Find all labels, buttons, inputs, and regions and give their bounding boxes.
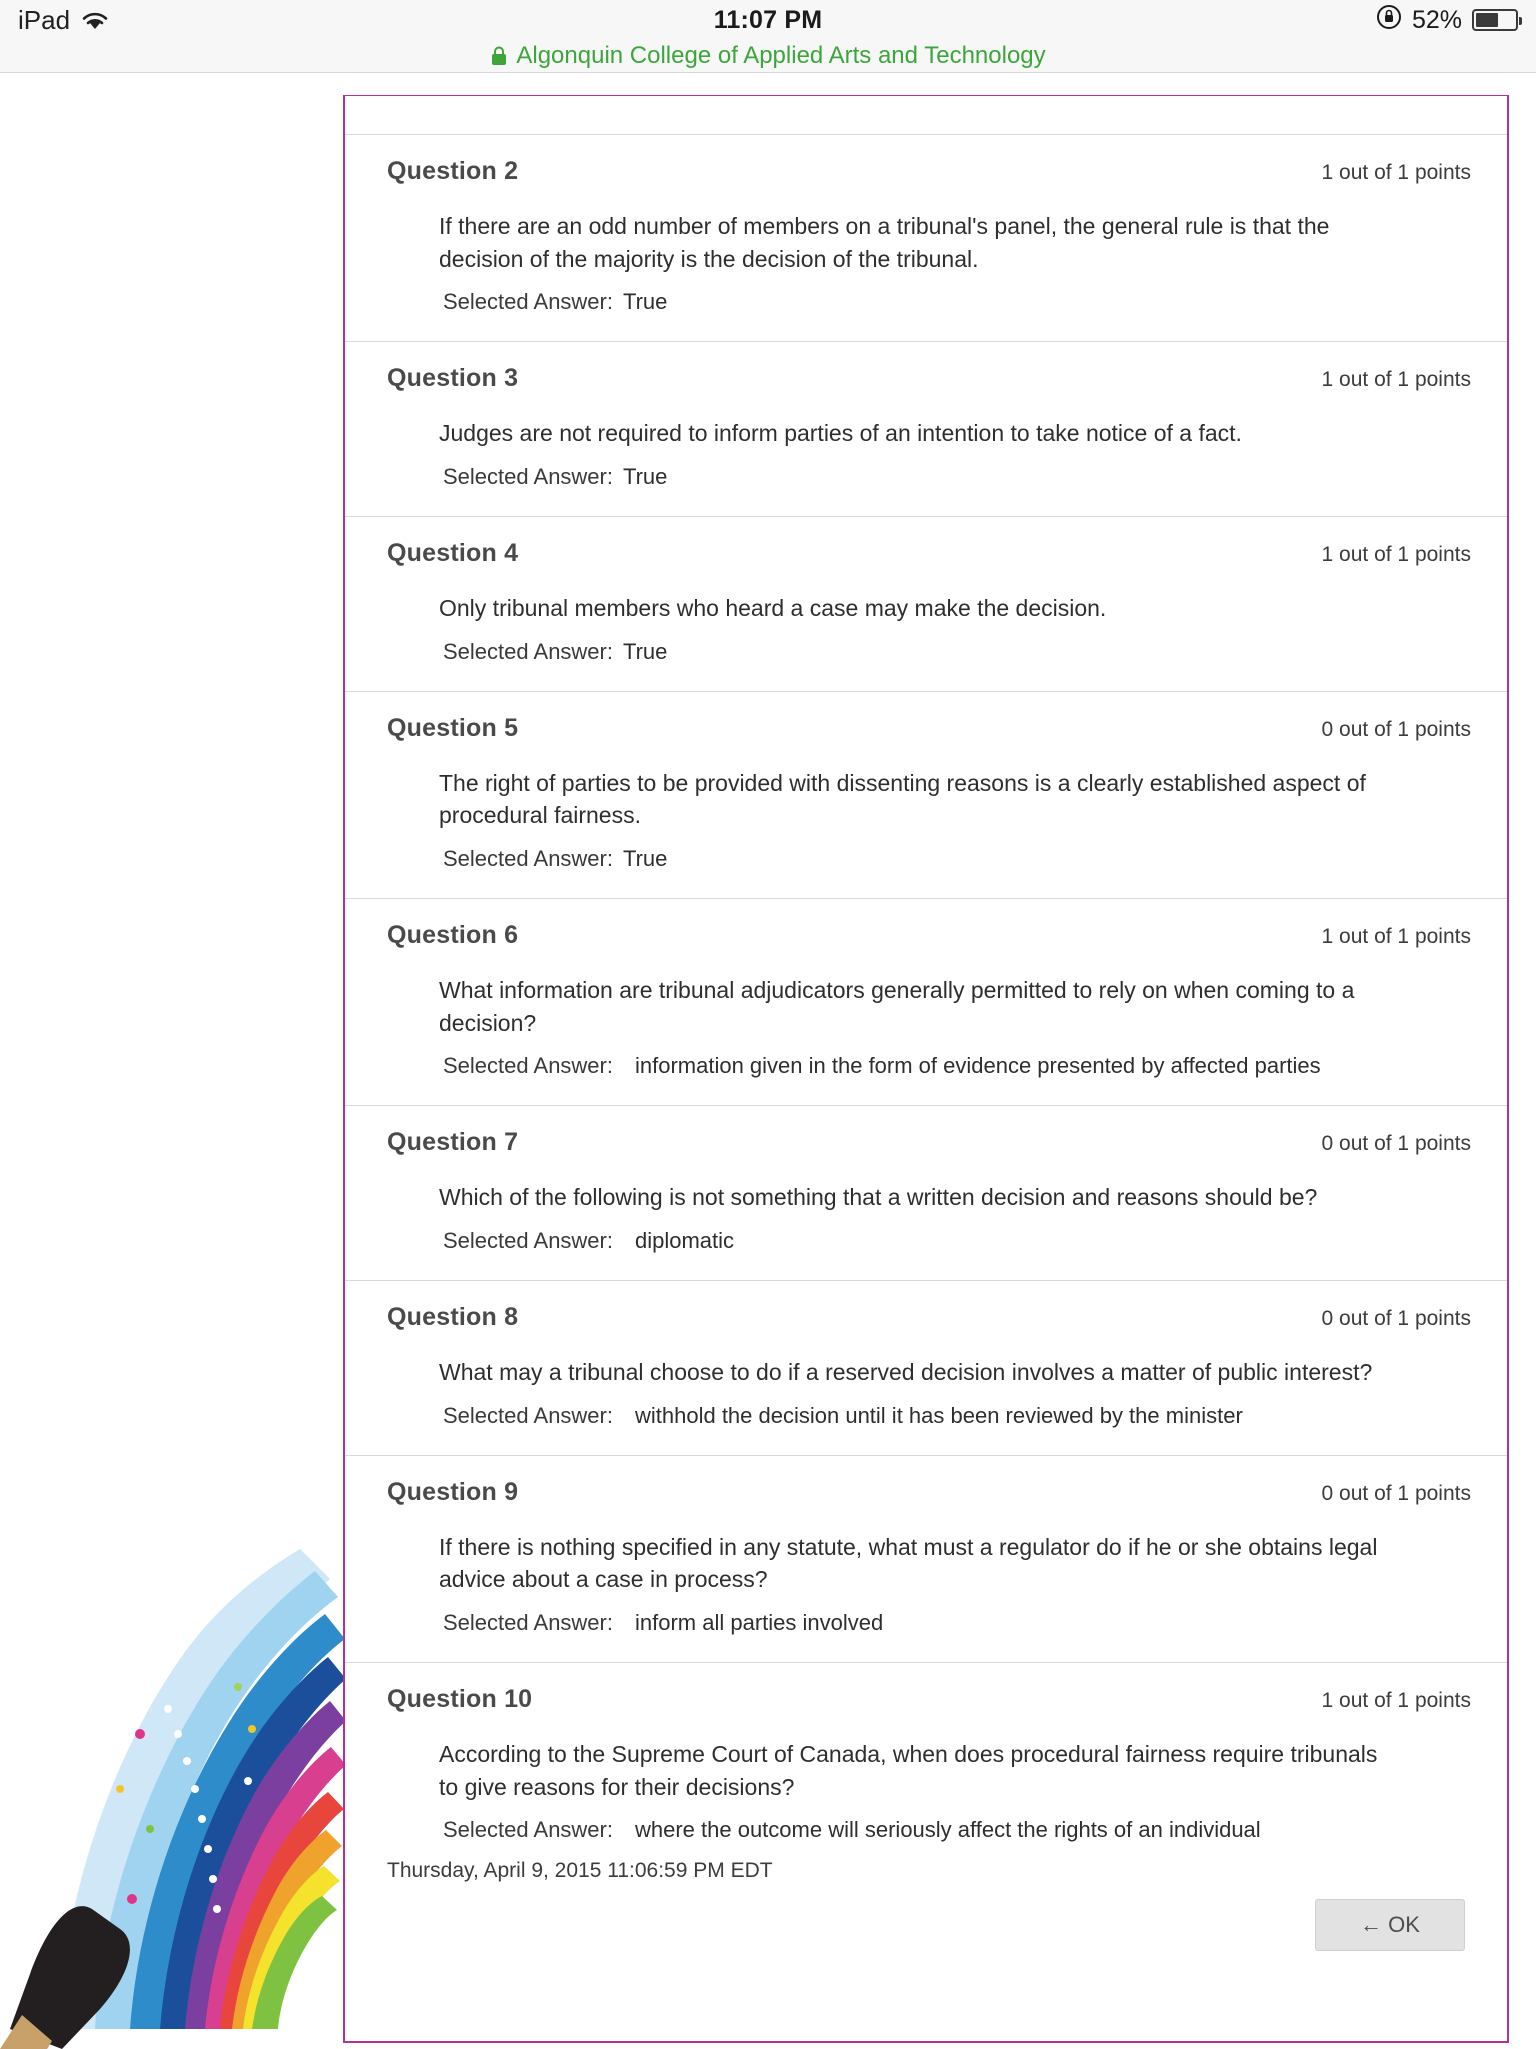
submission-timestamp: Thursday, April 9, 2015 11:06:59 PM EDT xyxy=(387,1859,773,1883)
selected-answer-value: diplomatic xyxy=(634,1227,735,1253)
selected-answer-value: True xyxy=(622,289,668,315)
device-label: iPad xyxy=(18,4,71,35)
question-points: 1 out of 1 points xyxy=(1321,161,1471,184)
question-points: 1 out of 1 points xyxy=(1321,542,1471,566)
selected-answer-label: Selected Answer: xyxy=(443,1053,613,1079)
selected-answer-value: information given in the form of evidence presented by affected parties xyxy=(634,1053,1321,1079)
question-text: Judges are not required to inform parties of an intention to take notice of a fact. xyxy=(439,420,1242,447)
question-title: Question 5 xyxy=(387,713,519,742)
question-text: If there is nothing specified in any statute, what must a regulator do if he or she obtains legal advice about a case in process? xyxy=(439,1533,1378,1593)
question-title: Question 6 xyxy=(387,920,519,949)
question-header xyxy=(387,1128,1471,1157)
question-text: What information are tribunal adjudicators generally permitted to rely on when coming to a decision? xyxy=(439,976,1355,1036)
question-points: 1 out of 1 points xyxy=(1321,1688,1471,1712)
question-header xyxy=(387,539,1471,568)
question-body xyxy=(387,767,1471,872)
selected-answer-label: Selected Answer: xyxy=(443,289,613,315)
question-title: Question 4 xyxy=(387,538,519,567)
question-block xyxy=(345,135,1507,342)
question-points: 0 out of 1 points xyxy=(1321,1306,1471,1330)
question-block xyxy=(345,692,1507,899)
question-body xyxy=(387,1356,1471,1429)
quiz-results-panel xyxy=(343,95,1509,2043)
question-block xyxy=(345,1106,1507,1281)
selected-answer-value: True xyxy=(622,638,668,664)
selected-answer-label: Selected Answer: xyxy=(443,463,613,489)
selected-answer-label: Selected Answer: xyxy=(443,1402,613,1428)
question-header xyxy=(387,364,1471,393)
selected-answer-label: Selected Answer: xyxy=(443,1609,613,1635)
browser-title-bar xyxy=(0,40,1536,73)
selected-answer-row xyxy=(439,464,1471,490)
question-body xyxy=(387,974,1471,1079)
question-body xyxy=(387,1531,1471,1636)
selected-answer-row xyxy=(439,289,1471,315)
selected-answer-label: Selected Answer: xyxy=(443,1227,613,1253)
question-block xyxy=(345,1456,1507,1663)
question-body xyxy=(387,1181,1471,1254)
question-body xyxy=(387,592,1471,665)
selected-answer-label: Selected Answer: xyxy=(443,1817,613,1843)
question-title: Question 7 xyxy=(387,1128,519,1157)
selected-answer-row xyxy=(439,1053,1471,1079)
selected-answer-row xyxy=(439,1228,1471,1254)
question-body xyxy=(387,417,1471,490)
selected-answer-value: where the outcome will seriously affect the rights of an individual xyxy=(634,1817,1261,1843)
question-header xyxy=(387,157,1471,186)
selected-answer-row xyxy=(439,1610,1471,1636)
question-block xyxy=(345,1281,1507,1456)
question-title: Question 3 xyxy=(387,364,519,393)
question-text: What may a tribunal choose to do if a reserved decision involves a matter of public interest? xyxy=(439,1358,1373,1385)
paintbrush-decoration xyxy=(0,1429,350,2049)
question-text: If there are an odd number of members on a tribunal's panel, the general rule is that the decision of the majority is the decision of the tribunal. xyxy=(439,213,1330,272)
selected-answer-row xyxy=(439,1817,1471,1843)
question-body xyxy=(387,210,1471,315)
clock: 11:07 PM xyxy=(713,5,823,34)
panel-top-divider xyxy=(345,96,1507,135)
selected-answer-label: Selected Answer: xyxy=(443,845,613,871)
question-block xyxy=(345,517,1507,692)
battery-percent-label: 52% xyxy=(1411,5,1462,34)
question-text: Only tribunal members who heard a case may make the decision. xyxy=(439,594,1107,621)
question-header xyxy=(387,714,1471,743)
question-text: According to the Supreme Court of Canada, when does procedural fairness require tribunals to give reasons for their decisions? xyxy=(439,1740,1378,1800)
question-points: 0 out of 1 points xyxy=(1321,1481,1471,1505)
selected-answer-row xyxy=(439,639,1471,665)
selected-answer-value: inform all parties involved xyxy=(634,1609,884,1635)
question-block xyxy=(345,899,1507,1106)
selected-answer-value: withhold the decision until it has been reviewed by the minister xyxy=(634,1402,1243,1428)
ios-status-bar xyxy=(0,0,1536,40)
selected-answer-row xyxy=(439,846,1471,872)
question-block xyxy=(345,1663,1507,1889)
lock-icon xyxy=(490,45,508,67)
question-title: Question 2 xyxy=(387,157,519,185)
question-title: Question 10 xyxy=(387,1684,533,1713)
question-header xyxy=(387,1303,1471,1332)
question-points: 1 out of 1 points xyxy=(1321,368,1471,392)
panel-footer xyxy=(345,1889,1507,1973)
selected-answer-row xyxy=(439,1403,1471,1429)
question-body xyxy=(387,1738,1471,1843)
battery-icon xyxy=(1472,9,1518,31)
ok-button[interactable]: ← OK xyxy=(1315,1899,1465,1951)
question-title: Question 9 xyxy=(387,1477,519,1506)
question-header xyxy=(387,921,1471,950)
selected-answer-label: Selected Answer: xyxy=(443,638,613,664)
question-block xyxy=(345,342,1507,517)
selected-answer-value: True xyxy=(622,463,668,489)
question-header xyxy=(387,1478,1471,1507)
question-points: 0 out of 1 points xyxy=(1321,1132,1471,1156)
question-points: 0 out of 1 points xyxy=(1321,717,1471,741)
selected-answer-value: True xyxy=(622,845,668,871)
question-points: 1 out of 1 points xyxy=(1321,924,1471,948)
question-text: The right of parties to be provided with dissenting reasons is a clearly established aspect of procedural fairness. xyxy=(439,769,1366,829)
question-title: Question 8 xyxy=(387,1302,519,1331)
page-content xyxy=(0,73,1536,2049)
site-title: Algonquin College of Applied Arts and Technology xyxy=(516,42,1046,69)
question-text: Which of the following is not something that a written decision and reasons should be? xyxy=(439,1184,1318,1211)
question-header xyxy=(387,1685,1471,1714)
